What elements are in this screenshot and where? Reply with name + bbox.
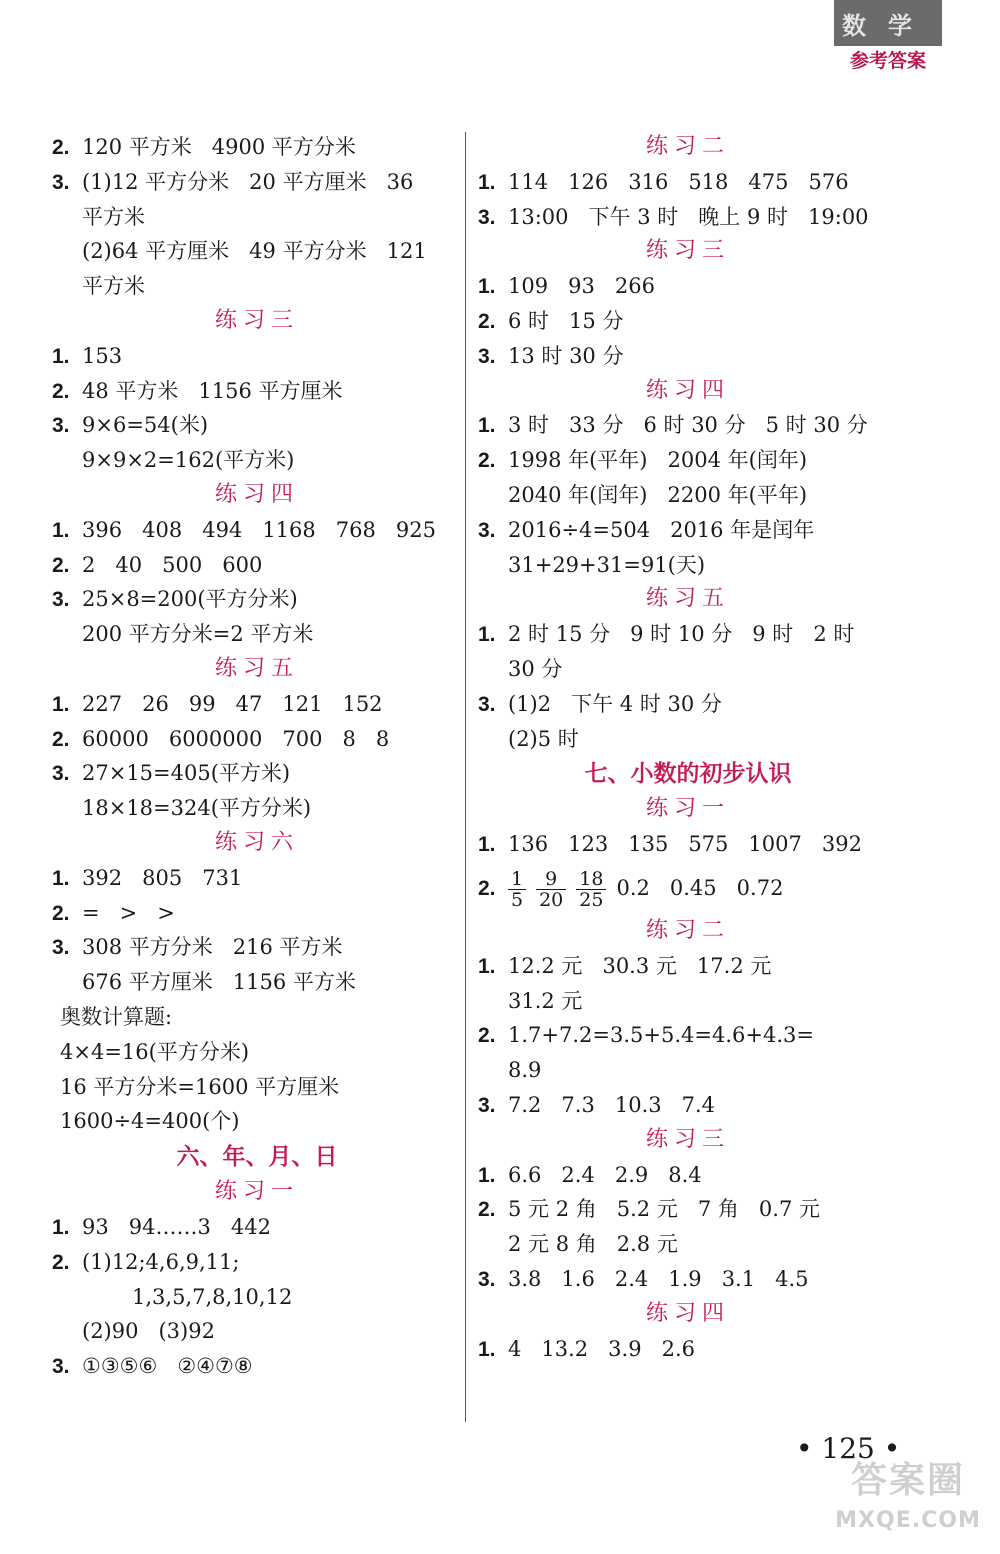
answer-line: 2040 年(闰年) 2200 年(平年) [508, 482, 808, 507]
answer-text: 3.8 1.6 2.4 1.9 3.1 4.5 [508, 1266, 809, 1291]
answer-line [52, 1245, 462, 1280]
answer-line [52, 861, 462, 896]
answer-line [52, 548, 462, 583]
item-number: 2. [52, 901, 70, 925]
fraction-denominator: 5 [511, 888, 524, 911]
item-number: 2. [478, 449, 496, 473]
answer-line [478, 443, 898, 478]
right-column [478, 130, 898, 1366]
answer-line: (2)64 平方厘米 49 平方分米 121 [82, 239, 427, 264]
answer-key-label: 参考答案 [849, 50, 926, 72]
answer-line [52, 582, 462, 617]
item-number: 3. [52, 936, 70, 960]
answer-text: 6.6 2.4 2.9 8.4 [508, 1162, 702, 1187]
answer-line [478, 339, 898, 374]
fraction [576, 869, 606, 910]
item-number: 3. [478, 1267, 496, 1291]
section-heading: 练习二 [645, 917, 730, 943]
answer-line [52, 1349, 462, 1384]
chapter-title: 七、小数的初步认识 [584, 761, 792, 788]
answer-line: 1600÷4=400(个) [60, 1109, 240, 1134]
item-number: 2. [52, 136, 70, 159]
answer-text: 6 时 15 分 [508, 308, 624, 333]
fraction-numerator: 9 [536, 869, 566, 890]
item-number: 2. [478, 1198, 496, 1222]
answer-text: 120 平方米 4900 平方分米 [82, 135, 356, 159]
item-number: 1. [52, 518, 70, 542]
answer-text: 396 408 494 1168 768 925 [82, 517, 436, 542]
item-number: 3. [52, 414, 70, 438]
fraction-denominator: 25 [579, 888, 604, 911]
fraction-numerator: 1 [508, 869, 526, 890]
answer-line: (2)90 (3)92 [82, 1319, 215, 1344]
item-number: 2. [52, 553, 70, 577]
item-number: 2. [478, 309, 496, 333]
answer-line: 676 平方厘米 1156 平方米 [82, 970, 356, 995]
answer-line [478, 1192, 898, 1227]
answer-text: 136 123 135 575 1007 392 [508, 832, 862, 857]
answer-text: 60000 6000000 700 8 8 [82, 726, 390, 751]
answer-line: 31.2 元 [508, 988, 583, 1013]
olympiad-heading: 奥数计算题: [60, 1004, 173, 1029]
section-heading: 练习四 [645, 1300, 730, 1326]
answer-line: 平方米 [82, 204, 145, 229]
answer-line: 30 分 [508, 656, 563, 681]
answer-text: 7.2 7.3 10.3 7.4 [508, 1092, 716, 1117]
answer-text: (1)2 下午 4 时 30 分 [508, 691, 722, 716]
answer-line [478, 1262, 898, 1297]
answer-text: 109 93 266 [508, 274, 655, 299]
item-number: 3. [478, 692, 496, 716]
answer-line: 平方米 [82, 274, 145, 299]
fraction [508, 869, 526, 910]
answer-text: 227 26 99 47 121 152 [82, 691, 383, 716]
answer-text: 13 时 30 分 [508, 343, 624, 368]
watermark [828, 1456, 988, 1546]
answer-line: (2)5 时 [508, 726, 579, 751]
left-column [52, 130, 462, 1384]
answer-line [478, 165, 898, 200]
item-number: 3. [478, 1093, 496, 1117]
item-number: 2. [52, 1250, 70, 1274]
item-number: 1. [478, 954, 496, 978]
answer-text: 392 805 731 [82, 865, 243, 890]
answer-line [478, 949, 898, 984]
watermark-logo-text: 答案圈 [850, 1460, 965, 1501]
answer-line [478, 200, 898, 235]
section-heading: 练习一 [214, 1179, 299, 1205]
answer-text: 153 [82, 343, 123, 368]
answer-text: (1)12;4,6,9,11; [82, 1249, 240, 1274]
section-heading: 练习四 [214, 481, 299, 507]
fraction-numerator: 18 [576, 869, 606, 890]
item-number: 1. [52, 866, 70, 890]
answer-text: 4 13.2 3.9 2.6 [508, 1336, 695, 1361]
item-number: 1. [478, 275, 496, 299]
answer-text: 12.2 元 30.3 元 17.2 元 [508, 953, 772, 978]
answer-line [478, 862, 898, 914]
answer-text: (1)12 平方分米 20 平方厘米 36 [82, 169, 414, 194]
answer-text: 1.7+7.2=3.5+5.4=4.6+4.3= [508, 1023, 814, 1048]
item-number: 1. [478, 623, 496, 647]
item-number: 1. [478, 833, 496, 857]
answer-text: 25×8=200(平方分米) [82, 587, 298, 612]
item-number: 1. [52, 692, 70, 716]
answer-line: 2 元 8 角 2.8 元 [508, 1232, 678, 1257]
section-heading: 练习二 [645, 134, 730, 159]
item-number: 3. [478, 518, 496, 542]
answer-text: ①③⑤⑥ ②④⑦⑧ [82, 1354, 253, 1379]
answer-line: 18×18=324(平方分米) [82, 796, 312, 821]
answer-text: 3 时 33 分 6 时 30 分 5 时 30 分 [508, 413, 868, 438]
answer-line [52, 896, 462, 931]
answer-line [52, 165, 462, 200]
answer-line [478, 269, 898, 304]
item-number: 1. [478, 414, 496, 438]
answer-text: 2016÷4=504 2016 年是闰年 [508, 517, 815, 542]
item-number: 3. [52, 170, 70, 194]
answer-line: 4×4=16(平方分米) [60, 1039, 250, 1064]
answer-line [52, 339, 462, 374]
answer-line [52, 687, 462, 722]
answer-text: 2 40 500 600 [82, 552, 263, 577]
answer-line: 200 平方分米=2 平方米 [82, 622, 314, 647]
section-heading: 练习六 [214, 829, 299, 855]
answer-line [478, 617, 898, 652]
fraction [536, 869, 566, 910]
answer-line [478, 513, 898, 548]
item-number: 1. [478, 1163, 496, 1187]
fraction-denominator: 20 [539, 888, 564, 911]
answer-text: 48 平方米 1156 平方厘米 [82, 378, 343, 403]
watermark-url: MXQE.COM [835, 1508, 981, 1533]
section-heading: 练习三 [214, 307, 299, 333]
answer-text: = > > [82, 900, 175, 925]
item-number: 3. [478, 205, 496, 229]
item-number: 2. [478, 876, 496, 900]
answer-text: 9×6=54(米) [82, 413, 209, 438]
answer-line: 1,3,5,7,8,10,12 [132, 1284, 293, 1309]
section-heading: 练习一 [645, 796, 730, 822]
subject-label: 数学 [834, 0, 942, 46]
section-heading: 练习五 [645, 586, 730, 612]
item-number: 1. [478, 170, 496, 194]
answer-text: 13:00 下午 3 时 晚上 9 时 19:00 [508, 204, 869, 229]
page-number: • 125 • [796, 1432, 901, 1465]
answer-line [52, 513, 462, 548]
item-number: 1. [52, 1215, 70, 1239]
section-heading: 练习三 [645, 238, 730, 264]
answer-line: 9×9×2=162(平方米) [82, 448, 295, 473]
answer-text: 2 时 15 分 9 时 10 分 9 时 2 时 [508, 622, 855, 647]
answer-line [478, 1018, 898, 1053]
answer-line: 31+29+31=91(天) [508, 552, 706, 577]
answer-text: 114 126 316 518 475 576 [508, 169, 849, 194]
answer-line [52, 930, 462, 965]
answer-text: 1998 年(平年) 2004 年(闰年) [508, 448, 808, 473]
answer-line [478, 1332, 898, 1367]
answer-line [478, 1158, 898, 1193]
column-divider [465, 132, 466, 1422]
answer-line [52, 130, 462, 165]
item-number: 3. [52, 588, 70, 612]
item-number: 2. [52, 727, 70, 751]
answer-line: 16 平方分米=1600 平方厘米 [60, 1074, 340, 1099]
item-number: 3. [478, 344, 496, 368]
item-number: 1. [52, 344, 70, 368]
answer-text: 27×15=405(平方米) [82, 761, 291, 786]
answer-text: 5 元 2 角 5.2 元 7 角 0.7 元 [508, 1197, 821, 1222]
answer-line [478, 687, 898, 722]
section-heading: 练习三 [645, 1126, 730, 1152]
answer-line [52, 374, 462, 409]
chapter-title: 六、年、月、日 [176, 1144, 338, 1171]
answer-line [478, 827, 898, 862]
answer-line [52, 756, 462, 791]
answer-line [478, 408, 898, 443]
item-number: 2. [52, 379, 70, 403]
section-heading: 练习四 [645, 377, 730, 403]
answer-text: 0.2 0.45 0.72 [616, 875, 784, 900]
answer-text: 93 94……3 442 [82, 1214, 271, 1239]
answer-line [478, 304, 898, 339]
answer-line [478, 1088, 898, 1123]
answer-line [52, 722, 462, 757]
item-number: 1. [478, 1337, 496, 1361]
answer-line: 8.9 [508, 1058, 542, 1083]
item-number: 3. [52, 762, 70, 786]
answer-text: 308 平方分米 216 平方米 [82, 935, 343, 960]
answer-line [52, 408, 462, 443]
item-number: 3. [52, 1355, 70, 1379]
subject-badge [834, 0, 942, 76]
section-heading: 练习五 [214, 655, 299, 681]
answer-line [52, 1210, 462, 1245]
item-number: 2. [478, 1024, 496, 1048]
